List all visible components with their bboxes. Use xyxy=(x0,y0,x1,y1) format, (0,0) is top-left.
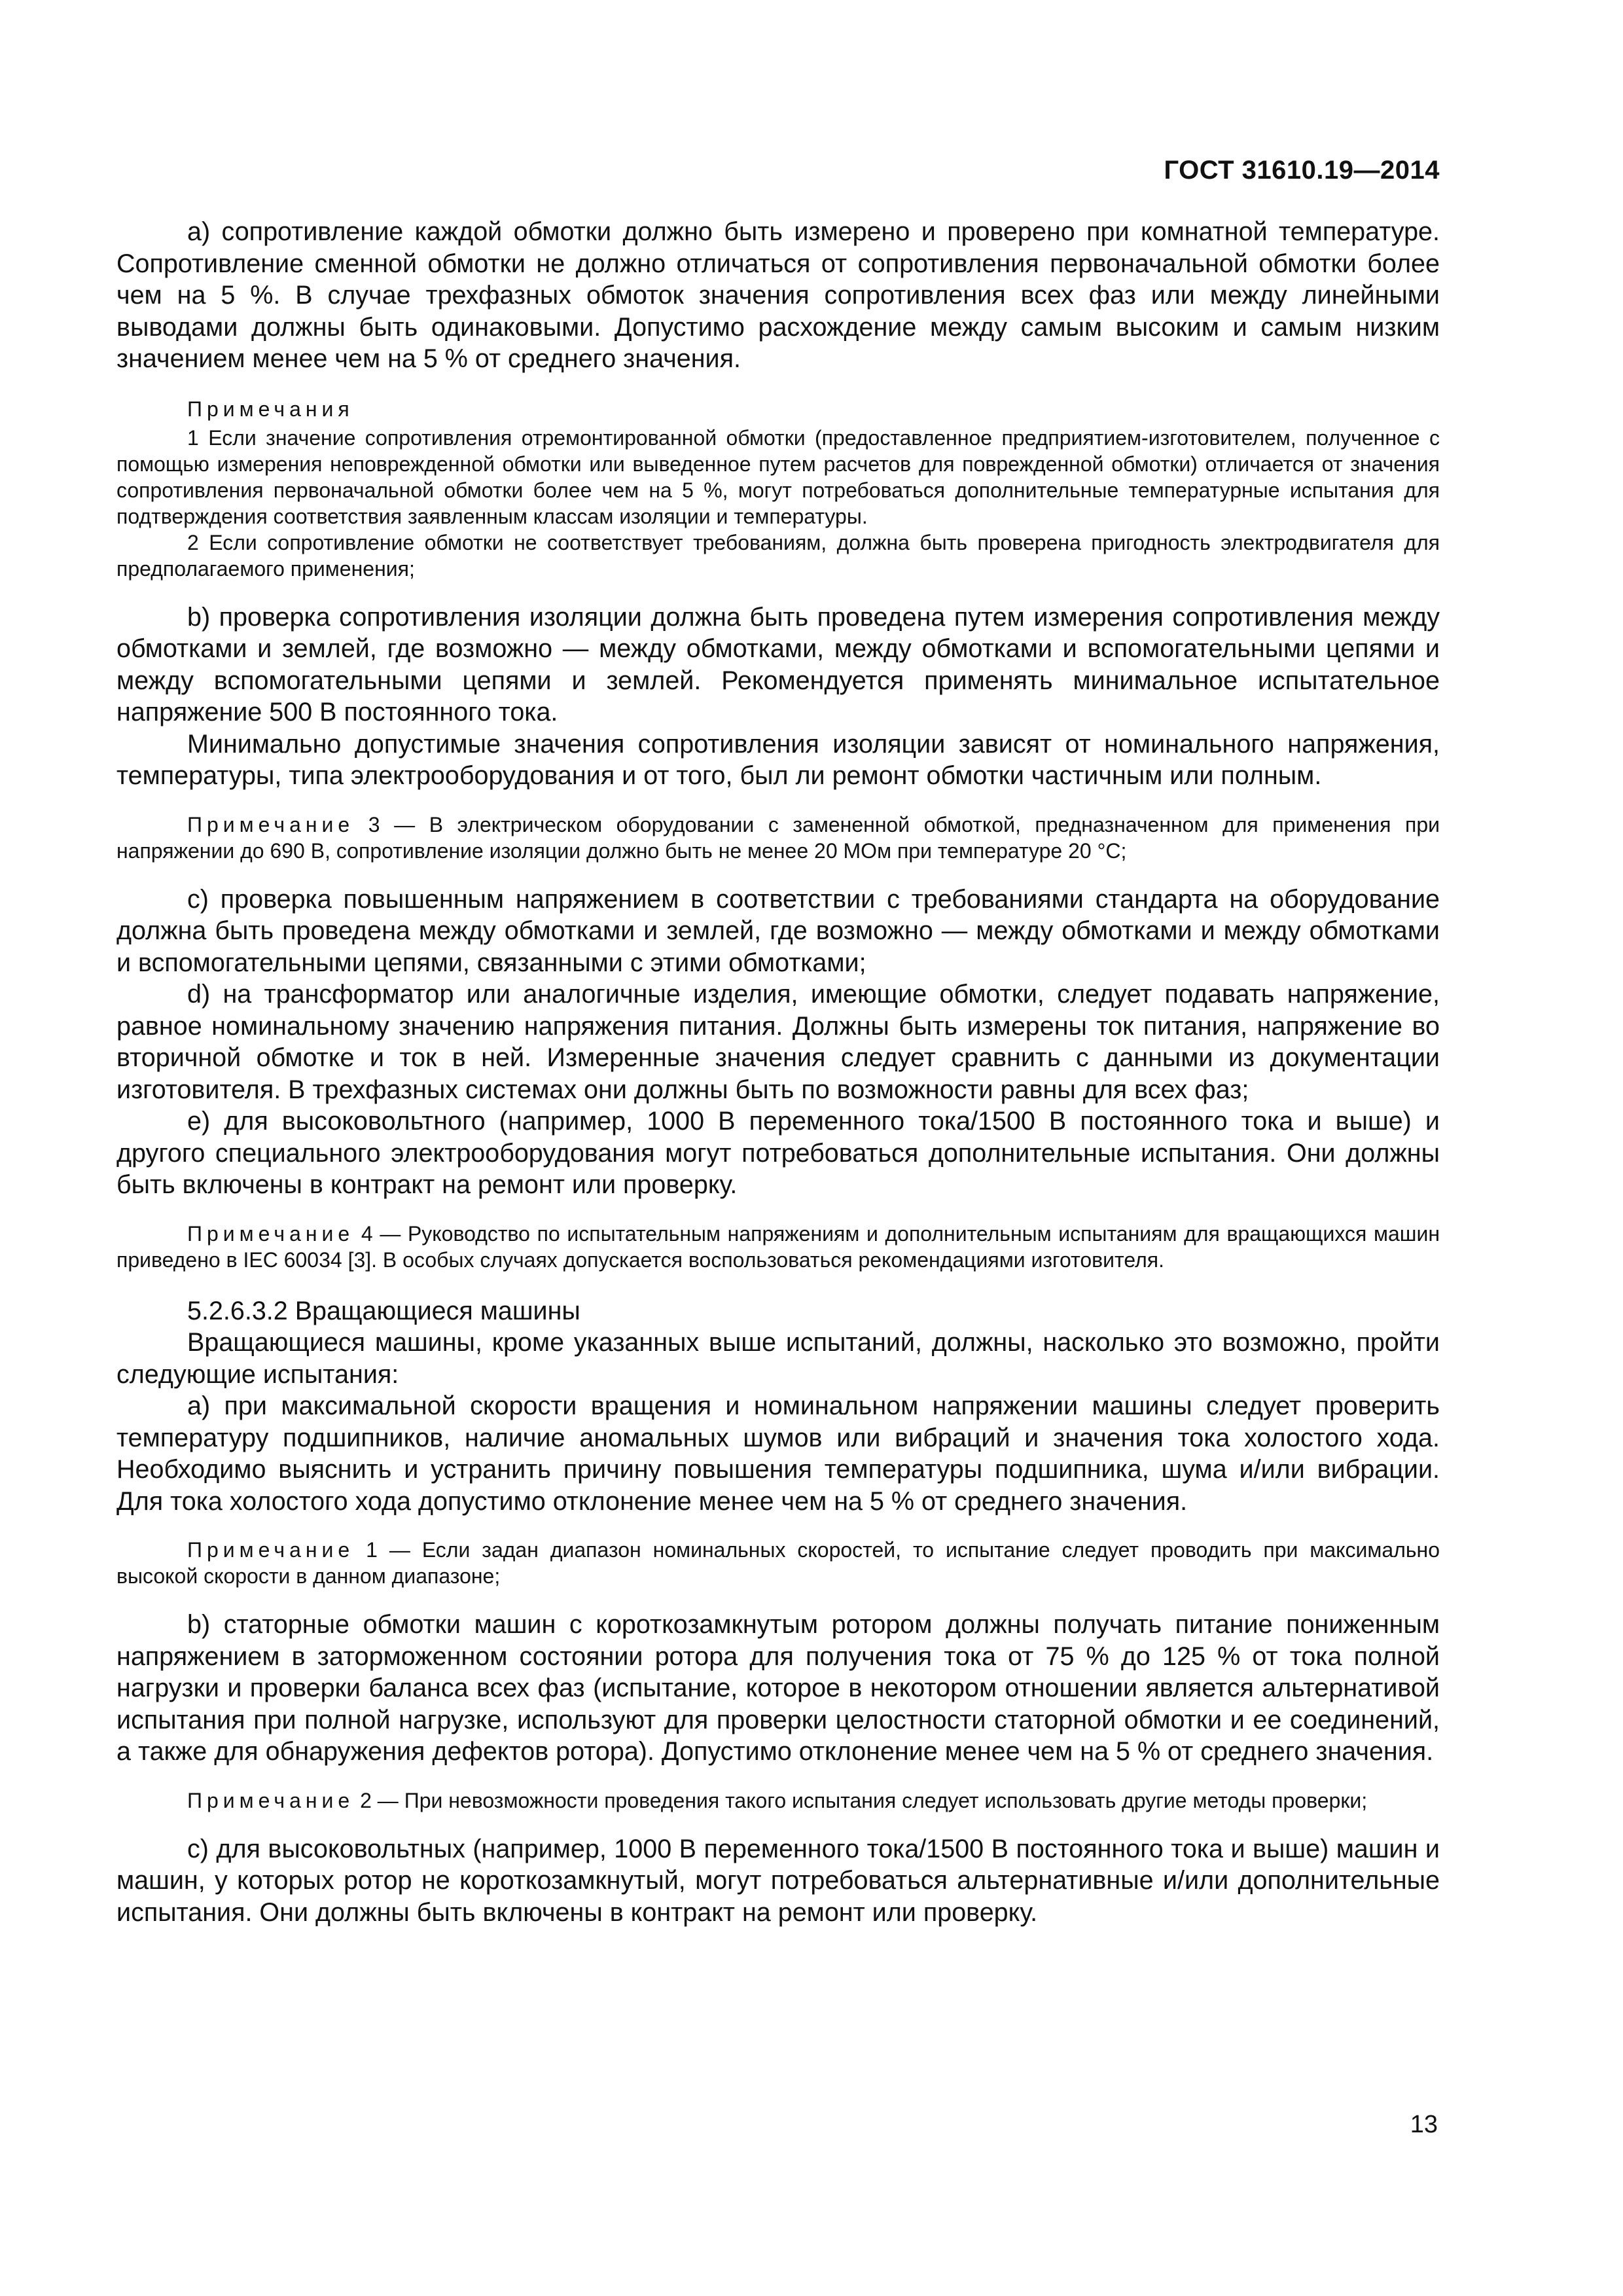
note-3 xyxy=(116,812,1440,864)
note-rotating-2-label: Примечание xyxy=(187,1788,355,1812)
section-heading: 5.2.6.3.2 Вращающиеся машины xyxy=(187,1296,580,1325)
paragraph-min-values: Минимально допустимые значения сопротивления изоляции зависят от номинального напряжения, температуры, типа электрооборудования и от того, был ли ремонт обмотки частичным или полным. xyxy=(116,729,1440,790)
note-2: 2 Если сопротивление обмотки не соответствует требованиям, должна быть проверена пригодность электродвигателя для предполагаемого применения; xyxy=(116,530,1440,581)
paragraph-rotating-b: b) статорные обмотки машин с короткозамкнутым ротором должны получать питание пониженным напряжением в заторможенном состоянии ротора для получения тока от 75 % до 125 % от тока полной нагрузки и проверки баланса всех фаз (испытание, которое в некотором отношении является альтернативой испытания при полной нагрузке, используют для проверки целостности статорной обмотки и ее соединений, а также для обнаружения дефектов ротора). Допустимо отклонение менее чем на 5 % от среднего значения. xyxy=(116,1610,1440,1766)
note-3-label: Примечание xyxy=(187,812,355,836)
note-rotating-1-text: 1 — Если задан диапазон номинальных скоростей, то испытание следует проводить при максимально высокой скорости в данном диапазоне; xyxy=(116,1538,1440,1588)
note-4-label: Примечание xyxy=(187,1221,355,1246)
paragraph-b: b) проверка сопротивления изоляции должна быть проведена путем измерения сопротивления между обмотками и землей, где возможно — между обмотками, между обмотками и вспомогательными цепями и между вспомогательными цепями и землей. Рекомендуется применять минимальное испытательное напряжение 500 В постоянного тока. xyxy=(116,602,1440,726)
document-header: ГОСТ 31610.19—2014 xyxy=(1164,156,1440,185)
page-number: 13 xyxy=(1410,2111,1438,2138)
paragraph-rotating-a: а) при максимальной скорости вращения и номинальном напряжении машины следует проверить температуру подшипников, наличие аномальных шумов или вибраций и значения тока холостого хода. Необходимо выяснить и устранить причину повышения температуры подшипника, шума и/или вибрации. Для тока холостого хода допустимо отклонение менее чем на 5 % от среднего значения. xyxy=(116,1391,1440,1516)
note-rotating-1 xyxy=(116,1537,1440,1589)
note-rotating-1-label: Примечание xyxy=(187,1538,355,1562)
note-1: 1 Если значение сопротивления отремонтированной обмотки (предоставленное предприятием-изготовителем, полученное с помощью измерения неповрежденной обмотки или выведенное путем расчетов для поврежденной обмотки) отличается от значения сопротивления первоначальной обмотки более чем на 5 %, могут потребоваться дополнительные температурные испытания для подтверждения соответствия заявленным классам изоляции и температуры. xyxy=(116,425,1440,528)
note-rotating-2-text: 2 — При невозможности проведения такого испытания следует использовать другие методы проверки; xyxy=(354,1788,1368,1812)
note-4 xyxy=(116,1221,1440,1273)
paragraph-e: е) для высоковольтного (например, 1000 В переменного тока/1500 В постоянного тока и выше) и другого специального электрооборудования могут потребоваться дополнительные испытания. Они должны быть включены в контракт на ремонт или проверку. xyxy=(116,1107,1440,1199)
paragraph-rotating-intro: Вращающиеся машины, кроме указанных выше испытаний, должны, насколько это возможно, пройти следующие испытания: xyxy=(116,1328,1440,1389)
note-rotating-2 xyxy=(116,1787,1440,1814)
paragraph-c: с) проверка повышенным напряжением в соответствии с требованиями стандарта на оборудование должна быть проведена между обмотками и землей, где возможно — между обмотками и между обмотками и вспомогательными цепями, связанными с этими обмотками; xyxy=(116,884,1440,977)
paragraph-rotating-c: с) для высоковольтных (например, 1000 В переменного тока/1500 В постоянного тока и выше) машин и машин, у которых ротор не короткозамкнутый, могут потребоваться альтернативные и/или дополнительные испытания. Они должны быть включены в контракт на ремонт или проверку. xyxy=(116,1834,1440,1927)
notes-heading: Примечания xyxy=(187,397,354,421)
note-3-text: 3 — В электрическом оборудовании с замененной обмоткой, предназначенном для применения при напряжении до 690 В, сопротивление изоляции должно быть не менее 20 МОм при температуре 20 °С; xyxy=(116,812,1440,863)
paragraph-d: d) на трансформатор или аналогичные изделия, имеющие обмотки, следует подавать напряжение, равное номинальному значению напряжения питания. Должны быть измерены ток питания, напряжение во вторичной обмотке и ток в ней. Измеренные значения следует сравнить с данными из документации изготовителя. В трехфазных системах они должны быть по возможности равны для всех фаз; xyxy=(116,980,1440,1104)
note-4-text: 4 — Руководство по испытательным напряжениям и дополнительным испытаниям для вращающихся машин приведено в IEC 60034 [3]. В особых случаях допускается воспользоваться рекомендациями изготовителя. xyxy=(116,1221,1440,1272)
document-body xyxy=(116,216,1440,1928)
paragraph-a: а) сопротивление каждой обмотки должно быть измерено и проверено при комнатной температуре. Сопротивление сменной обмотки не должно отличаться от сопротивления первоначальной обмотки более чем на 5 %. В случае трехфазных обмоток значения сопротивления всех фаз или между линейными выводами должны быть одинаковыми. Допустимо расхождение между самым высоким и самым низким значением менее чем на 5 % от среднего значения. xyxy=(116,217,1440,373)
